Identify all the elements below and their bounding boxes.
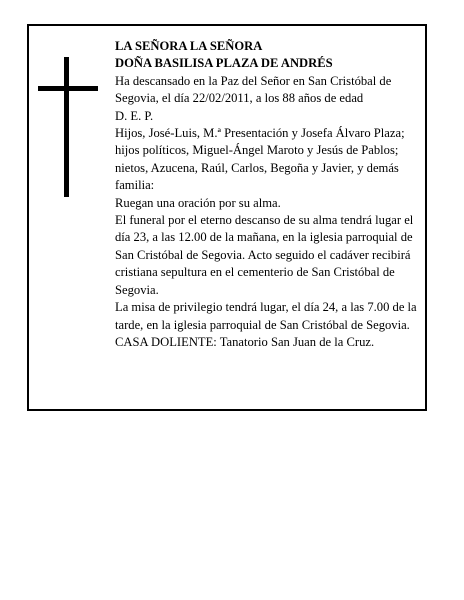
family-list: Hijos, José-Luis, M.ª Presentación y Josefa Álvaro Plaza; hijos políticos, Miguel-Ángel Maroto y Jesús de Pablos; nietos, Azucena, Raúl, Carlos, Begoña y Javier, y demás familia:: [115, 126, 405, 193]
funeral-home: CASA DOLIENTE: Tanatorio San Juan de la Cruz.: [115, 334, 375, 349]
funeral-details: El funeral por el eterno descanso de su alma tendrá lugar el día 23, a las 12.00 de la mañana, en la iglesia parroquial de San Cristóbal de Segovia. Acto seguido el cadáver recibirá cristiana sepultura en el cementerio de San Cristóbal de Segovia.: [115, 213, 414, 297]
obituary-text: [115, 38, 421, 351]
deceased-name: DOÑA BASILISA PLAZA DE ANDRÉS: [115, 56, 333, 71]
death-announcement: Ha descansado en la Paz del Señor en San Cristóbal de Segovia, el día 22/02/2011, a los 88 años de edad: [115, 73, 392, 106]
cross-vertical-bar: [64, 57, 69, 197]
cross-horizontal-bar: [38, 86, 98, 91]
heading-line-1: LA SEÑORA LA SEÑORA: [115, 39, 263, 53]
rip-abbreviation: D. E. P.: [115, 108, 154, 123]
mass-details: La misa de privilegio tendrá lugar, el día 24, a las 7.00 de la tarde, en la iglesia parroquial de San Cristóbal de Segovia.: [115, 300, 417, 332]
prayer-request: Ruegan una oración por su alma.: [115, 195, 281, 210]
cross-icon: [38, 57, 98, 197]
